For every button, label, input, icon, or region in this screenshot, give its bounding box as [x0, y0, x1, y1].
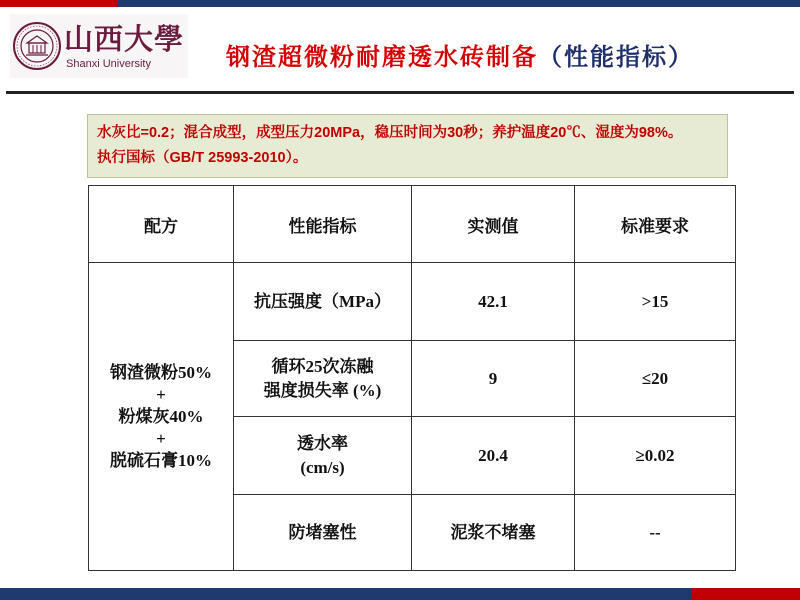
header-standard: 标准要求	[575, 186, 736, 263]
table-header-row	[89, 186, 736, 263]
recipe-line: 脱硫石膏10%	[110, 450, 212, 470]
recipe-cell	[89, 263, 234, 571]
top-bar-blue	[118, 0, 800, 7]
metric-label: (cm/s)	[300, 457, 345, 477]
recipe-line: 粉煤灰40%	[118, 406, 204, 426]
slide-title-main: 钢渣超微粉耐磨透水砖制备	[226, 44, 538, 71]
metric-label: 强度损失率 (%)	[263, 380, 382, 400]
metric-cell	[234, 341, 412, 417]
metric-cell	[234, 263, 412, 341]
slide-title	[226, 43, 694, 73]
measured-cell: 20.4	[412, 417, 575, 495]
bottom-bar-red	[692, 588, 800, 600]
metric-cell	[234, 417, 412, 495]
top-bar-red	[0, 0, 118, 7]
conditions-box	[87, 114, 728, 178]
university-seal-icon	[12, 21, 62, 71]
recipe-line: +	[156, 384, 166, 404]
recipe-line: 钢渣微粉50%	[110, 362, 212, 382]
bottom-bar-blue	[0, 588, 692, 600]
slide-title-sub: （性能指标）	[538, 44, 694, 71]
university-logo	[10, 14, 188, 78]
measured-cell: 9	[412, 341, 575, 417]
standard-cell: ≥0.02	[575, 417, 736, 495]
logo-name-en: Shanxi University	[66, 58, 151, 70]
title-divider	[6, 91, 794, 94]
metric-cell	[234, 495, 412, 571]
metric-label: 循环25次冻融	[271, 356, 374, 376]
header-metric: 性能指标	[234, 186, 412, 263]
measured-cell: 泥浆不堵塞	[412, 495, 575, 571]
standard-cell: >15	[575, 263, 736, 341]
measured-cell: 42.1	[412, 263, 575, 341]
metric-label: 防堵塞性	[288, 522, 357, 542]
header-recipe: 配方	[89, 186, 234, 263]
metric-label: 抗压强度（MPa）	[254, 291, 391, 311]
standard-cell: ≤20	[575, 341, 736, 417]
metric-label: 透水率	[297, 433, 348, 453]
conditions-line-2: 执行国标（GB/T 25993-2010）。	[97, 150, 308, 166]
table-row	[89, 263, 736, 341]
recipe-line: +	[156, 428, 166, 448]
logo-name-cn: 山西大學	[64, 22, 185, 56]
standard-cell: --	[575, 495, 736, 571]
conditions-line-1: 水灰比=0.2；混合成型，成型压力20MPa，稳压时间为30秒；养护温度20℃、湿度为98%。	[97, 125, 683, 141]
performance-table	[88, 185, 736, 571]
header-measured: 实测值	[412, 186, 575, 263]
